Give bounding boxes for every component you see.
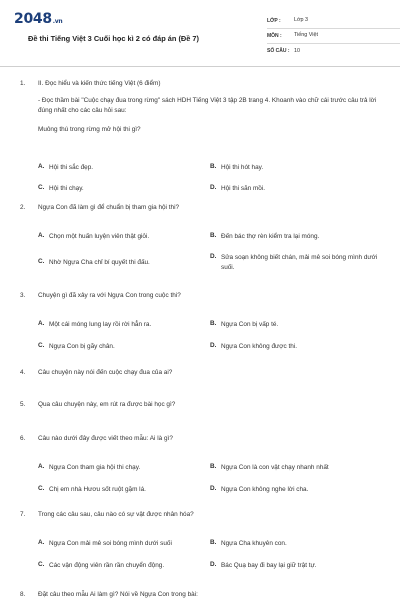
meta-value: 10 [294,47,300,54]
question-number: 2. [20,204,26,211]
options-q1 [38,152,388,200]
question-text: Trong các câu sau, câu nào có sự vật được nhân hóa? [38,511,194,518]
option-c[interactable]: C. Ngựa Con bị gãy chân. [38,342,115,351]
logo-main: 2048 [14,11,52,27]
question-number: 5. [20,401,26,408]
question-2 [20,204,388,226]
option-d[interactable]: D. Bác Quạ bay đi bay lại giữ trật tự. [210,561,317,570]
question-number: 1. [20,80,26,87]
sub-question: Muông thú trong rừng mở hội thi gì? [38,126,141,134]
options-q3 [38,314,388,358]
question-8 [20,591,388,599]
question-text: Câu chuyện này nói đến cuộc chạy đua của ai? [38,369,173,376]
question-text: Câu nào dưới đây được viết theo mẫu: Ai là gì? [38,435,173,442]
meta-row-count [267,44,400,59]
option-b[interactable]: B. Đến bác thợ rèn kiểm tra lại móng. [210,232,320,241]
question-list [20,80,388,599]
option-c[interactable]: C. Nhờ Ngựa Cha chỉ bí quyết thi đấu. [38,258,150,267]
options-q6 [38,457,388,501]
option-c[interactable]: C. Các vận động viên rần rần chuyển động. [38,561,165,570]
logo-suffix: .vn [52,18,63,25]
meta-key: LỚP : [267,17,281,24]
meta-row-class [267,14,400,29]
meta-value: Tiếng Việt [294,32,318,39]
reading-instruction: - Đọc thầm bài "Cuộc chạy đua trong rừng" sách HDH Tiếng Việt 3 tập 2B trang 4. Khoanh vào chữ cái trước câu trả lời đúng nhất cho các câu hỏi sau: [38,97,377,115]
option-a[interactable]: A. Ngựa Con mải mê soi bóng mình dưới suối [38,539,172,548]
option-d[interactable]: D. Sửa soạn không biết chán, mải mê soi bóng mình dưới suối. [210,253,378,271]
option-c[interactable]: C. Hội thi chạy. [38,183,84,192]
question-text: II. Đọc hiểu và kiến thức tiếng Việt (6 điểm) [38,80,161,87]
question-number: 6. [20,435,26,442]
question-number: 8. [20,591,26,598]
question-text: Ngựa Con đã làm gì để chuẩn bị tham gia hội thi? [38,204,180,211]
question-4 [20,369,388,401]
question-text: Qua câu chuyện này, em rút ra được bài học gì? [38,401,176,408]
question-number: 4. [20,369,26,376]
exam-title: Đề thi Tiếng Việt 3 Cuối học kì 2 có đáp án (Đề 7) [28,34,199,43]
option-b[interactable]: B. Ngựa Con bị vấp té. [210,320,279,329]
option-b[interactable]: B. Hội thi hót hay. [210,162,264,171]
meta-value: Lớp 3 [294,17,309,24]
question-text: Đặt câu theo mẫu Ai làm gì? Nói về Ngựa Con trong bài: [38,591,198,598]
meta-row-subject [267,29,400,44]
option-b[interactable]: B. Ngựa Con là con vật chạy nhanh nhất [210,463,329,472]
question-3 [20,292,388,314]
option-d[interactable]: D. Hội thi săn mồi. [210,183,266,192]
option-b[interactable]: B. Ngựa Cha khuyên con. [210,539,287,548]
question-number: 7. [20,511,26,518]
exam-meta-table [267,14,400,59]
option-d[interactable]: D. Ngựa Con không nghe lời cha. [210,485,309,494]
question-7 [20,511,388,533]
option-a[interactable]: A. Ngựa Con tham gia hội thi chạy. [38,463,141,472]
header-divider [0,66,400,67]
option-a[interactable]: A. Hội thi sắc đẹp. [38,162,94,171]
options-q7 [38,533,388,577]
question-text: Chuyện gì đã xảy ra với Ngựa Con trong cuộc thi? [38,292,181,299]
meta-key: SỐ CÂU : [267,48,290,55]
option-a[interactable]: A. Chọn một huấn luyện viên thật giỏi. [38,232,150,241]
option-a[interactable]: A. Một cái móng lung lay rồi rời hẳn ra. [38,320,152,329]
page-header [14,0,386,60]
question-5 [20,401,388,435]
meta-key: MÔN : [267,32,282,39]
option-c[interactable]: C. Chị em nhà Hươu sốt ruột gặm lá. [38,485,146,494]
question-number: 3. [20,292,26,299]
question-6 [20,435,388,457]
option-d[interactable]: D. Ngựa Con không được thi. [210,342,297,351]
options-q2 [38,226,388,284]
question-1 [20,80,388,152]
